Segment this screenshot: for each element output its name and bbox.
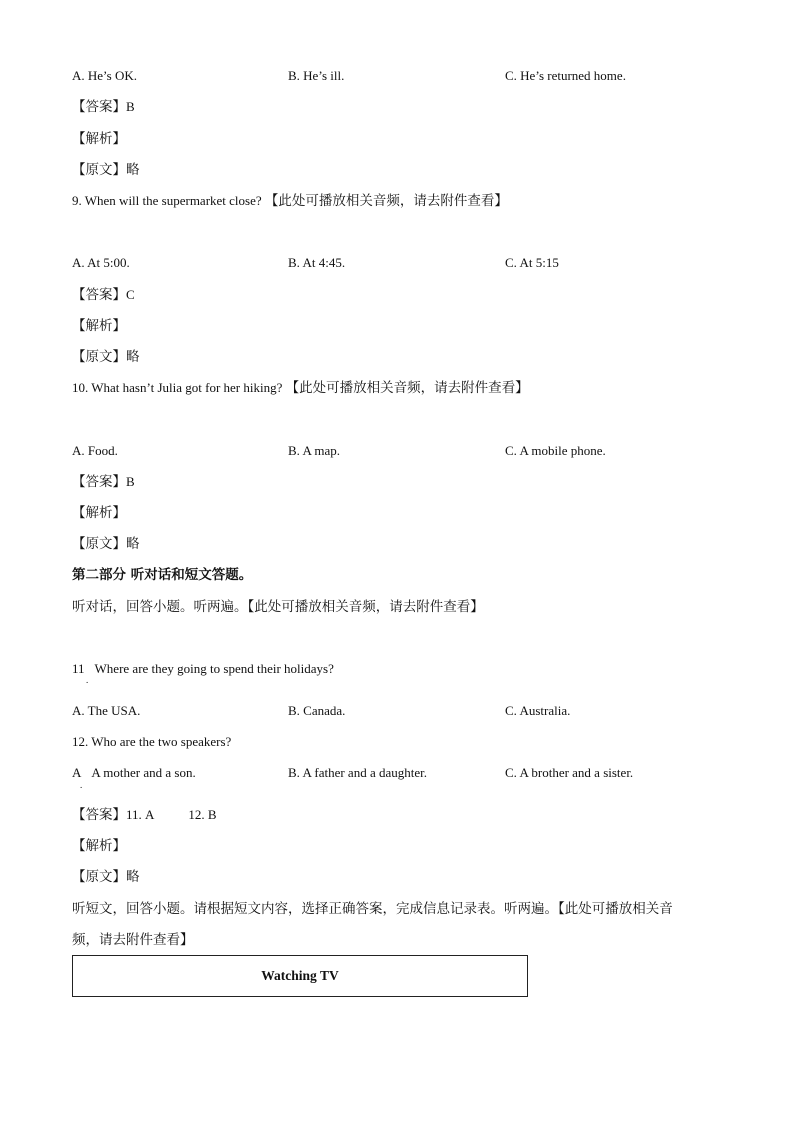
q9-audio-note[interactable]: 【此处可播放相关音频，请去附件查看】 <box>264 193 508 209</box>
q9-question: 9. When will the supermarket close? <box>72 193 262 208</box>
answer-tag: 【答案】 <box>72 474 126 490</box>
q11-12-original-text: 略 <box>126 869 140 885</box>
q10-question: 10. What hasn’t Julia got for her hiking? <box>72 380 283 395</box>
q9-question-line <box>72 192 508 210</box>
q11-12-answer-line <box>72 806 217 824</box>
q12-option-a-letter: A <box>72 765 82 780</box>
q10-option-b: B. A map. <box>288 443 341 458</box>
q8-option-b: B. He’s ill. <box>288 68 345 83</box>
answer-tag: 【答案】 <box>72 807 126 823</box>
q12-option-a-text: A mother and a son. <box>91 765 196 780</box>
original-tag: 【原文】 <box>72 869 126 885</box>
answer-tag: 【答案】 <box>72 287 126 303</box>
q10-original-text: 略 <box>126 536 140 552</box>
q12-answer: 12. B <box>188 807 217 822</box>
period-mark: . <box>86 675 89 685</box>
q10-analysis-tag: 【解析】 <box>72 505 126 521</box>
answer-tag: 【答案】 <box>72 99 126 115</box>
q10-answer-line <box>72 473 135 491</box>
q10-original-line <box>72 535 140 553</box>
dialog-audio-note[interactable]: 【此处可播放相关音频，请去附件查看】 <box>247 599 484 615</box>
q9-option-b: B. At 4:45. <box>288 255 346 270</box>
q8-option-c: C. He’s returned home. <box>505 68 626 83</box>
q10-question-line <box>72 379 529 397</box>
dialog-intro: 听对话，回答小题。听两遍。 <box>72 599 248 615</box>
q12-question: 12. Who are the two speakers? <box>72 734 232 749</box>
q11-number: 11 <box>72 661 85 676</box>
dialog-intro-line <box>72 598 484 616</box>
q10-option-c: C. A mobile phone. <box>505 443 606 458</box>
q10-option-a: A. Food. <box>72 443 118 458</box>
original-tag: 【原文】 <box>72 162 126 178</box>
q8-answer: B <box>126 99 135 114</box>
passage-intro-line1: 听短文，回答小题。请根据短文内容，选择正确答案，完成信息记录表。听两遍。【此处可播放相关音 <box>72 901 673 917</box>
q11-12-original-line <box>72 868 140 886</box>
q9-original-line <box>72 348 140 366</box>
q9-answer: C <box>126 287 135 302</box>
q9-option-c: C. At 5:15 <box>505 255 559 270</box>
q12-option-b: B. A father and a daughter. <box>288 765 427 780</box>
q8-original-line <box>72 161 140 179</box>
q9-answer-line <box>72 286 135 304</box>
q10-answer: B <box>126 474 135 489</box>
q12-option-c: C. A brother and a sister. <box>505 765 634 780</box>
q11-question: Where are they going to spend their holidays? <box>94 661 334 676</box>
section-heading: 第二部分 听对话和短文答题。 <box>72 567 253 583</box>
q12-option-a <box>72 764 196 782</box>
info-record-table <box>72 955 528 997</box>
q11-option-b: B. Canada. <box>288 703 346 718</box>
q11-option-c: C. Australia. <box>505 703 571 718</box>
table-title: Watching TV <box>261 968 339 983</box>
q8-answer-line <box>72 98 135 116</box>
q9-analysis-tag: 【解析】 <box>72 318 126 334</box>
q9-original-text: 略 <box>126 349 140 365</box>
q8-option-a: A. He’s OK. <box>72 68 137 83</box>
q11-answer: 11. A <box>126 807 155 822</box>
passage-intro-line2: 频，请去附件查看】 <box>72 932 194 948</box>
q8-analysis-tag: 【解析】 <box>72 131 126 147</box>
original-tag: 【原文】 <box>72 536 126 552</box>
period-mark: . <box>80 780 83 790</box>
q11-question-line <box>72 660 334 678</box>
original-tag: 【原文】 <box>72 349 126 365</box>
q11-option-a: A. The USA. <box>72 703 141 718</box>
q9-option-a: A. At 5:00. <box>72 255 130 270</box>
q11-12-analysis-tag: 【解析】 <box>72 838 126 854</box>
q10-audio-note[interactable]: 【此处可播放相关音频，请去附件查看】 <box>285 380 529 396</box>
q8-original-text: 略 <box>126 162 140 178</box>
